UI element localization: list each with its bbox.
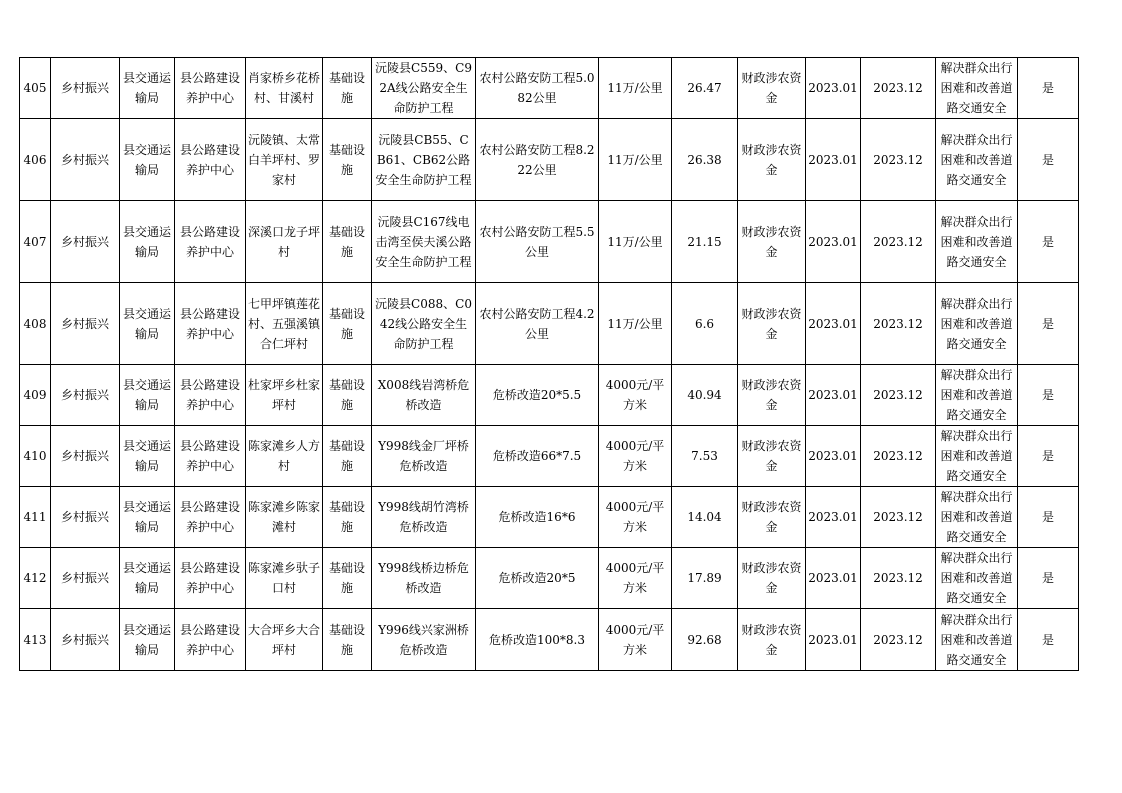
project-name-cell: Y996线兴家洲桥危桥改造 — [372, 609, 476, 671]
flag-cell: 是 — [1018, 426, 1079, 487]
subsidy-standard-cell: 4000元/平方米 — [599, 426, 672, 487]
table-row — [20, 58, 1079, 119]
construction-content-cell: 危桥改造100*8.3 — [476, 609, 599, 671]
fund-amount-cell: 7.53 — [672, 426, 738, 487]
benefit-cell: 解决群众出行困难和改善道路交通安全 — [936, 283, 1018, 365]
table-row — [20, 283, 1079, 365]
benefit-cell: 解决群众出行困难和改善道路交通安全 — [936, 548, 1018, 609]
fund-source-cell: 财政涉农资金 — [738, 426, 806, 487]
fund-amount-cell: 26.47 — [672, 58, 738, 119]
implementing-unit-cell: 县公路建设养护中心 — [175, 58, 246, 119]
department-cell: 县交通运输局 — [120, 283, 175, 365]
table-row — [20, 609, 1079, 671]
department-cell: 县交通运输局 — [120, 548, 175, 609]
department-cell: 县交通运输局 — [120, 365, 175, 426]
project-type-cell: 基础设施 — [323, 283, 372, 365]
location-cell: 陈家滩乡人方村 — [246, 426, 323, 487]
project-name-cell: 沅陵县C088、C042线公路安全生命防护工程 — [372, 283, 476, 365]
start-date-cell: 2023.01 — [806, 58, 861, 119]
start-date-cell: 2023.01 — [806, 201, 861, 283]
start-date-cell: 2023.01 — [806, 487, 861, 548]
start-date-cell: 2023.01 — [806, 426, 861, 487]
subsidy-standard-cell: 11万/公里 — [599, 201, 672, 283]
row-number-cell: 411 — [20, 487, 51, 548]
project-type-cell: 基础设施 — [323, 58, 372, 119]
project-table — [19, 57, 1079, 671]
subsidy-standard-cell: 4000元/平方米 — [599, 609, 672, 671]
fund-amount-cell: 92.68 — [672, 609, 738, 671]
location-cell: 杜家坪乡杜家坪村 — [246, 365, 323, 426]
fund-amount-cell: 17.89 — [672, 548, 738, 609]
implementing-unit-cell: 县公路建设养护中心 — [175, 487, 246, 548]
table-row — [20, 119, 1079, 201]
category-cell: 乡村振兴 — [51, 548, 120, 609]
subsidy-standard-cell: 11万/公里 — [599, 283, 672, 365]
implementing-unit-cell: 县公路建设养护中心 — [175, 426, 246, 487]
table-body — [20, 58, 1079, 671]
project-name-cell: Y998线金厂坪桥危桥改造 — [372, 426, 476, 487]
category-cell: 乡村振兴 — [51, 58, 120, 119]
category-cell: 乡村振兴 — [51, 609, 120, 671]
project-type-cell: 基础设施 — [323, 426, 372, 487]
table-row — [20, 201, 1079, 283]
fund-amount-cell: 14.04 — [672, 487, 738, 548]
row-number-cell: 412 — [20, 548, 51, 609]
flag-cell: 是 — [1018, 119, 1079, 201]
end-date-cell: 2023.12 — [861, 548, 936, 609]
benefit-cell: 解决群众出行困难和改善道路交通安全 — [936, 487, 1018, 548]
fund-source-cell: 财政涉农资金 — [738, 58, 806, 119]
benefit-cell: 解决群众出行困难和改善道路交通安全 — [936, 365, 1018, 426]
category-cell: 乡村振兴 — [51, 426, 120, 487]
flag-cell: 是 — [1018, 58, 1079, 119]
construction-content-cell: 农村公路安防工程4.2公里 — [476, 283, 599, 365]
fund-source-cell: 财政涉农资金 — [738, 609, 806, 671]
project-type-cell: 基础设施 — [323, 548, 372, 609]
end-date-cell: 2023.12 — [861, 283, 936, 365]
category-cell: 乡村振兴 — [51, 119, 120, 201]
fund-source-cell: 财政涉农资金 — [738, 548, 806, 609]
end-date-cell: 2023.12 — [861, 426, 936, 487]
fund-amount-cell: 26.38 — [672, 119, 738, 201]
fund-source-cell: 财政涉农资金 — [738, 283, 806, 365]
department-cell: 县交通运输局 — [120, 119, 175, 201]
category-cell: 乡村振兴 — [51, 201, 120, 283]
construction-content-cell: 危桥改造20*5 — [476, 548, 599, 609]
implementing-unit-cell: 县公路建设养护中心 — [175, 201, 246, 283]
start-date-cell: 2023.01 — [806, 119, 861, 201]
end-date-cell: 2023.12 — [861, 119, 936, 201]
subsidy-standard-cell: 11万/公里 — [599, 119, 672, 201]
implementing-unit-cell: 县公路建设养护中心 — [175, 283, 246, 365]
department-cell: 县交通运输局 — [120, 487, 175, 548]
table-row — [20, 487, 1079, 548]
department-cell: 县交通运输局 — [120, 426, 175, 487]
project-type-cell: 基础设施 — [323, 365, 372, 426]
construction-content-cell: 农村公路安防工程8.222公里 — [476, 119, 599, 201]
location-cell: 深溪口龙子坪村 — [246, 201, 323, 283]
table-row — [20, 426, 1079, 487]
end-date-cell: 2023.12 — [861, 58, 936, 119]
benefit-cell: 解决群众出行困难和改善道路交通安全 — [936, 119, 1018, 201]
category-cell: 乡村振兴 — [51, 487, 120, 548]
row-number-cell: 406 — [20, 119, 51, 201]
construction-content-cell: 危桥改造16*6 — [476, 487, 599, 548]
fund-source-cell: 财政涉农资金 — [738, 365, 806, 426]
subsidy-standard-cell: 4000元/平方米 — [599, 487, 672, 548]
category-cell: 乡村振兴 — [51, 283, 120, 365]
implementing-unit-cell: 县公路建设养护中心 — [175, 365, 246, 426]
project-name-cell: 沅陵县C559、C92A线公路安全生命防护工程 — [372, 58, 476, 119]
benefit-cell: 解决群众出行困难和改善道路交通安全 — [936, 609, 1018, 671]
subsidy-standard-cell: 4000元/平方米 — [599, 548, 672, 609]
flag-cell: 是 — [1018, 283, 1079, 365]
construction-content-cell: 危桥改造66*7.5 — [476, 426, 599, 487]
department-cell: 县交通运输局 — [120, 201, 175, 283]
implementing-unit-cell: 县公路建设养护中心 — [175, 609, 246, 671]
start-date-cell: 2023.01 — [806, 365, 861, 426]
project-name-cell: Y998线胡竹湾桥危桥改造 — [372, 487, 476, 548]
table-row — [20, 548, 1079, 609]
department-cell: 县交通运输局 — [120, 58, 175, 119]
flag-cell: 是 — [1018, 365, 1079, 426]
project-name-cell: 沅陵县C167线电击湾至侯夫溪公路安全生命防护工程 — [372, 201, 476, 283]
construction-content-cell: 农村公路安防工程5.082公里 — [476, 58, 599, 119]
row-number-cell: 410 — [20, 426, 51, 487]
end-date-cell: 2023.12 — [861, 487, 936, 548]
project-type-cell: 基础设施 — [323, 487, 372, 548]
benefit-cell: 解决群众出行困难和改善道路交通安全 — [936, 58, 1018, 119]
location-cell: 沅陵镇、太常白羊坪村、罗家村 — [246, 119, 323, 201]
subsidy-standard-cell: 4000元/平方米 — [599, 365, 672, 426]
fund-amount-cell: 40.94 — [672, 365, 738, 426]
implementing-unit-cell: 县公路建设养护中心 — [175, 119, 246, 201]
end-date-cell: 2023.12 — [861, 365, 936, 426]
benefit-cell: 解决群众出行困难和改善道路交通安全 — [936, 201, 1018, 283]
start-date-cell: 2023.01 — [806, 283, 861, 365]
flag-cell: 是 — [1018, 548, 1079, 609]
construction-content-cell: 危桥改造20*5.5 — [476, 365, 599, 426]
location-cell: 陈家滩乡驮子口村 — [246, 548, 323, 609]
project-type-cell: 基础设施 — [323, 119, 372, 201]
flag-cell: 是 — [1018, 609, 1079, 671]
row-number-cell: 409 — [20, 365, 51, 426]
end-date-cell: 2023.12 — [861, 201, 936, 283]
project-name-cell: Y998线桥边桥危桥改造 — [372, 548, 476, 609]
flag-cell: 是 — [1018, 487, 1079, 548]
benefit-cell: 解决群众出行困难和改善道路交通安全 — [936, 426, 1018, 487]
flag-cell: 是 — [1018, 201, 1079, 283]
fund-source-cell: 财政涉农资金 — [738, 487, 806, 548]
row-number-cell: 407 — [20, 201, 51, 283]
row-number-cell: 408 — [20, 283, 51, 365]
location-cell: 大合坪乡大合坪村 — [246, 609, 323, 671]
location-cell: 七甲坪镇莲花村、五强溪镇合仁坪村 — [246, 283, 323, 365]
subsidy-standard-cell: 11万/公里 — [599, 58, 672, 119]
fund-amount-cell: 21.15 — [672, 201, 738, 283]
row-number-cell: 405 — [20, 58, 51, 119]
department-cell: 县交通运输局 — [120, 609, 175, 671]
fund-source-cell: 财政涉农资金 — [738, 201, 806, 283]
category-cell: 乡村振兴 — [51, 365, 120, 426]
start-date-cell: 2023.01 — [806, 609, 861, 671]
project-name-cell: X008线岩湾桥危桥改造 — [372, 365, 476, 426]
construction-content-cell: 农村公路安防工程5.5公里 — [476, 201, 599, 283]
location-cell: 陈家滩乡陈家滩村 — [246, 487, 323, 548]
fund-source-cell: 财政涉农资金 — [738, 119, 806, 201]
start-date-cell: 2023.01 — [806, 548, 861, 609]
row-number-cell: 413 — [20, 609, 51, 671]
project-type-cell: 基础设施 — [323, 201, 372, 283]
project-type-cell: 基础设施 — [323, 609, 372, 671]
project-name-cell: 沅陵县CB55、CB61、CB62公路安全生命防护工程 — [372, 119, 476, 201]
end-date-cell: 2023.12 — [861, 609, 936, 671]
implementing-unit-cell: 县公路建设养护中心 — [175, 548, 246, 609]
table-row — [20, 365, 1079, 426]
location-cell: 肖家桥乡花桥村、甘溪村 — [246, 58, 323, 119]
fund-amount-cell: 6.6 — [672, 283, 738, 365]
